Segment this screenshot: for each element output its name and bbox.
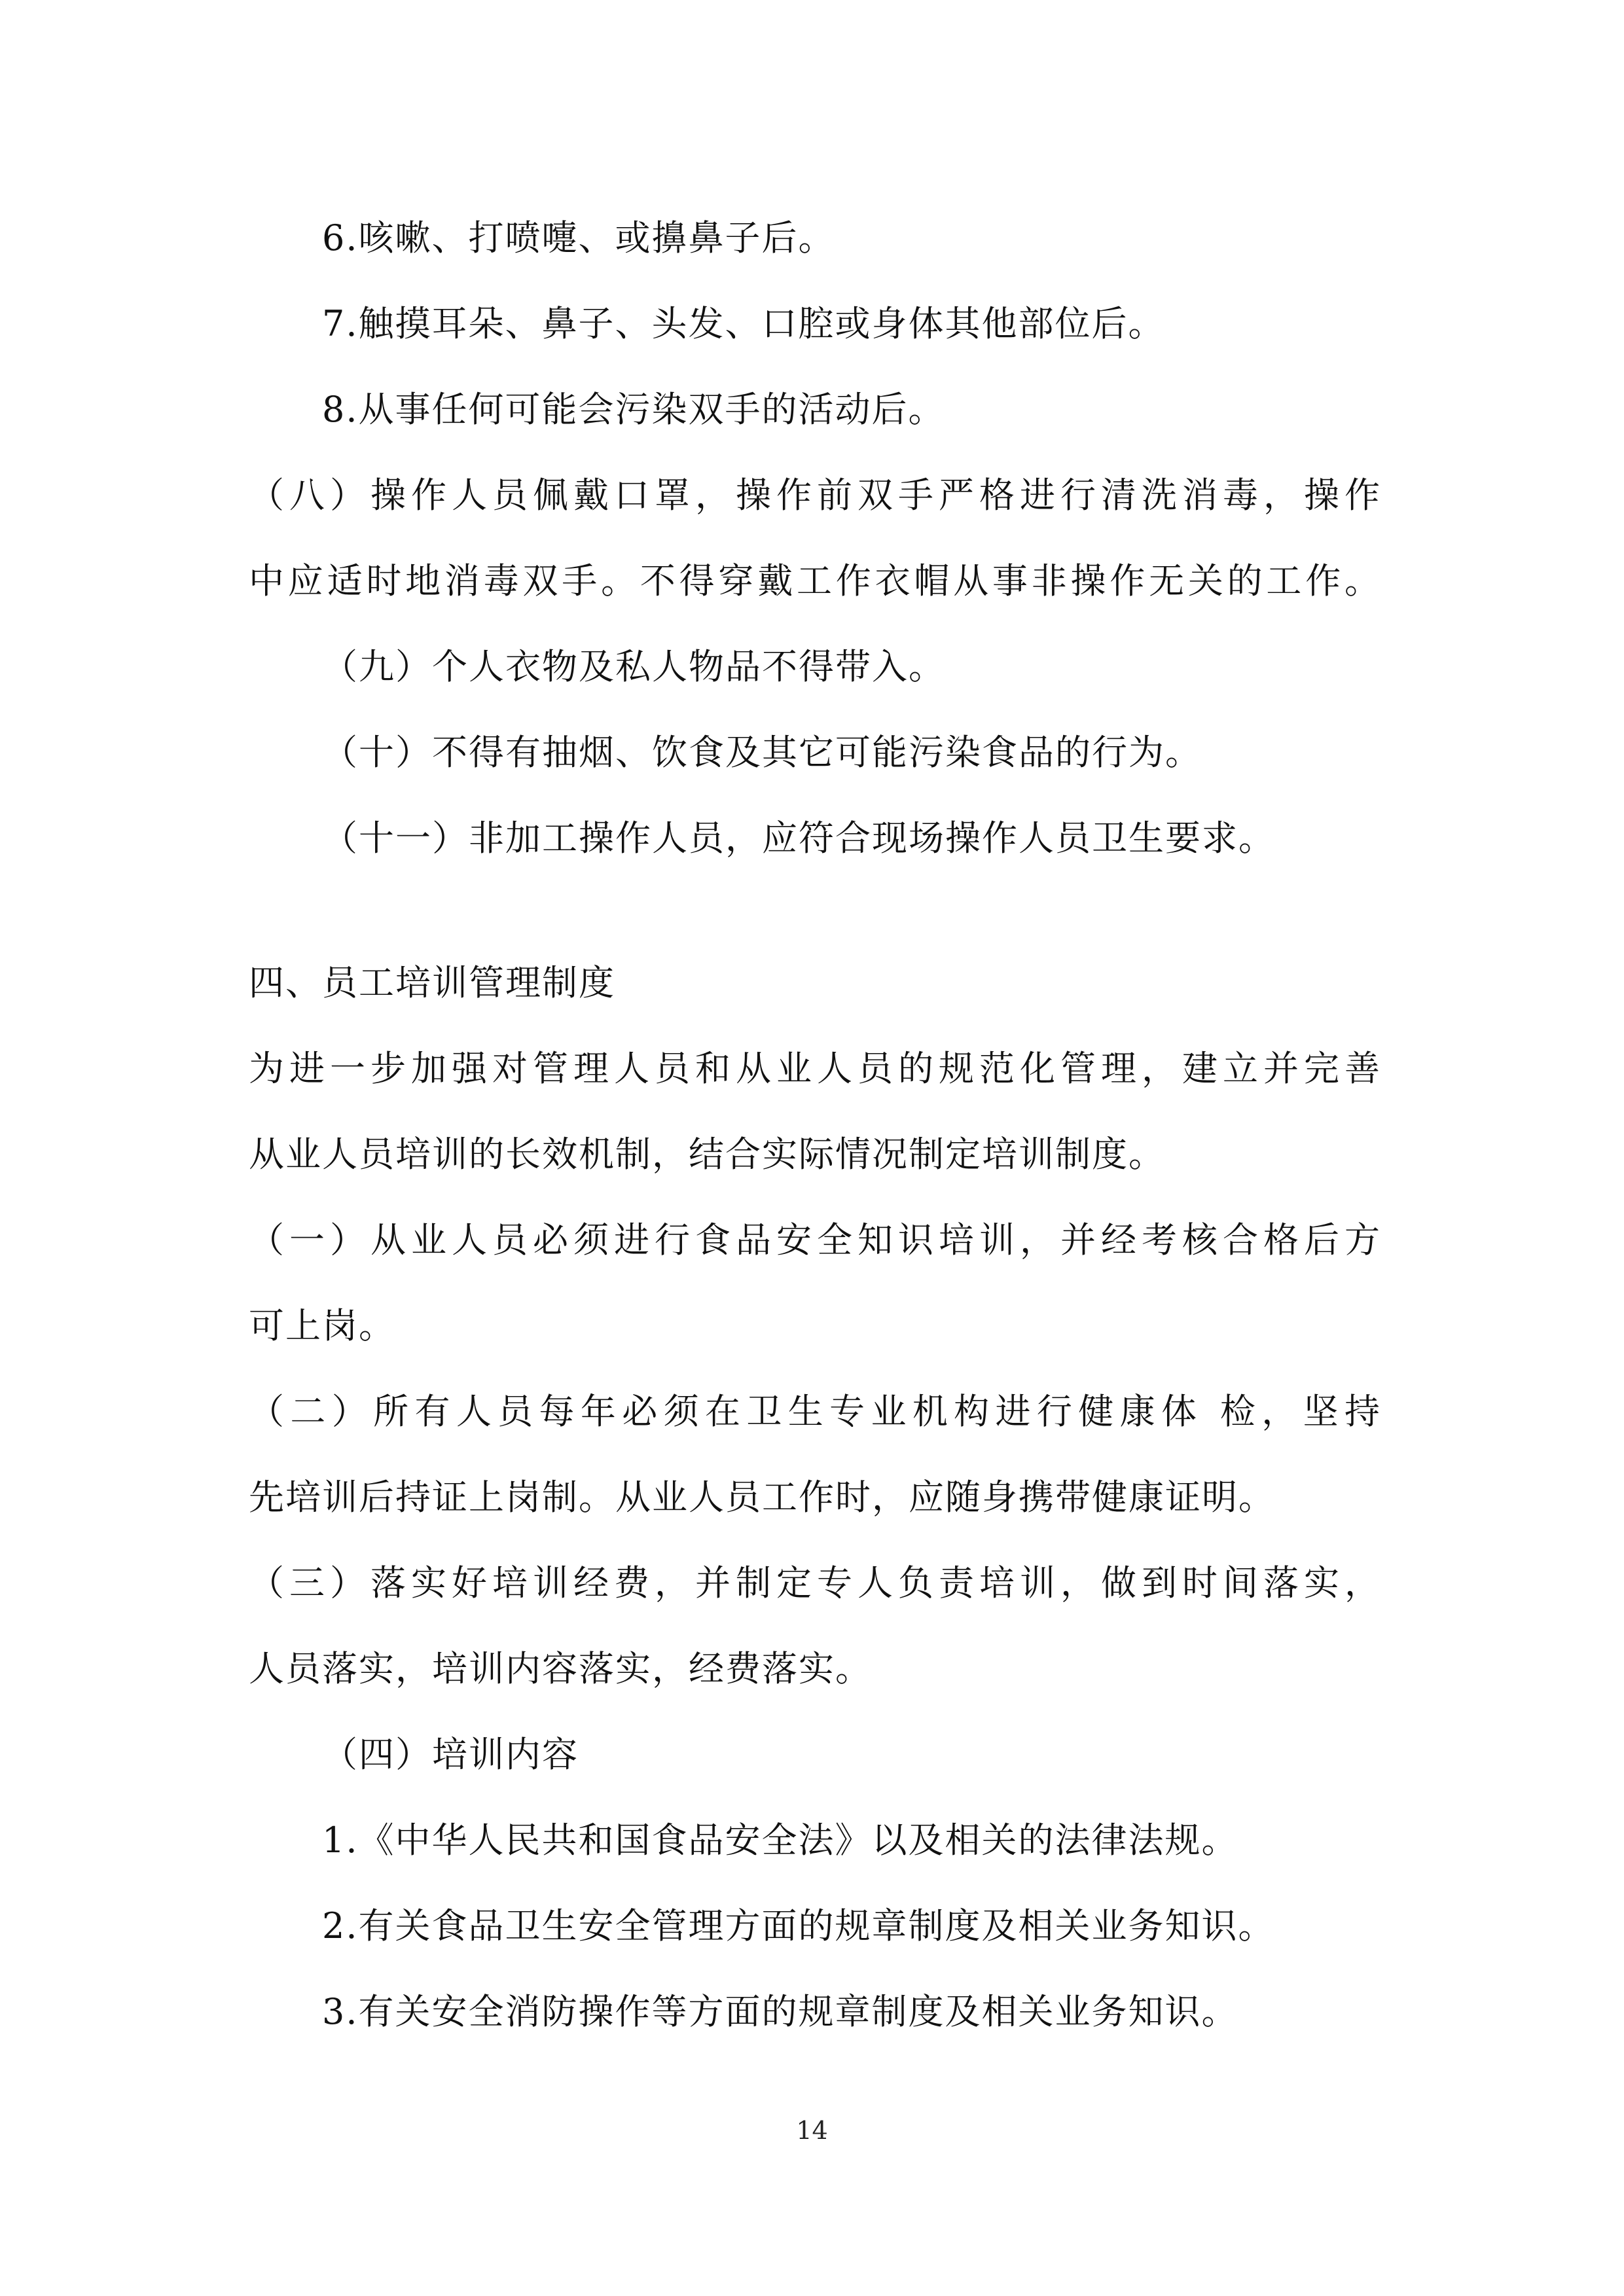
text-line-7: （十）不得有抽烟、饮食及其它可能污染食品的行为。 [322, 732, 1202, 773]
text-line-13: （二）所有人员每年必须在卫生专业机构进行健康体 检，坚持 [249, 1391, 1381, 1432]
text-line-14: 先培训后持证上岗制。从业人员工作时，应随身携带健康证明。 [249, 1477, 1275, 1518]
page-number: 14 [796, 2116, 828, 2145]
text-line-4: （八）操作人员佩戴口罩，操作前双手严格进行清洗消毒，操作 [249, 475, 1381, 516]
text-line-18: 1.《中华人民共和国食品安全法》以及相关的法律法规。 [322, 1820, 1238, 1861]
text-line-17: （四）培训内容 [322, 1734, 579, 1775]
text-line-3: 8.从事任何可能会污染双手的活动后。 [322, 389, 945, 430]
text-line-1: 6.咳嗽、打喷嚏、或擤鼻子后。 [322, 217, 835, 259]
text-line-10: 从业人员培训的长效机制，结合实际情况制定培训制度。 [249, 1134, 1165, 1175]
text-line-9: 为进一步加强对管理人员和从业人员的规范化管理，建立并完善 [249, 1048, 1381, 1089]
text-line-6: （九）个人衣物及私人物品不得带入。 [322, 646, 945, 687]
text-line-11: （一）从业人员必须进行食品安全知识培训，并经考核合格后方 [249, 1219, 1381, 1261]
text-line-16: 人员落实，培训内容落实，经费落实。 [249, 1648, 872, 1689]
text-line-2: 7.触摸耳朵、鼻子、头发、口腔或身体其他部位后。 [322, 303, 1165, 344]
text-line-8: （十一）非加工操作人员，应符合现场操作人员卫生要求。 [322, 817, 1275, 859]
text-line-20: 3.有关安全消防操作等方面的规章制度及相关业务知识。 [322, 1991, 1238, 2032]
text-line-5: 中应适时地消毒双手。不得穿戴工作衣帽从事非操作无关的工作。 [249, 560, 1381, 601]
text-line-15: （三）落实好培训经费，并制定专人负责培训，做到时间落实， [249, 1562, 1381, 1604]
section-heading: 四、员工培训管理制度 [249, 962, 615, 1003]
text-line-19: 2.有关食品卫生安全管理方面的规章制度及相关业务知识。 [322, 1905, 1275, 1946]
text-line-12: 可上岗。 [249, 1305, 395, 1346]
